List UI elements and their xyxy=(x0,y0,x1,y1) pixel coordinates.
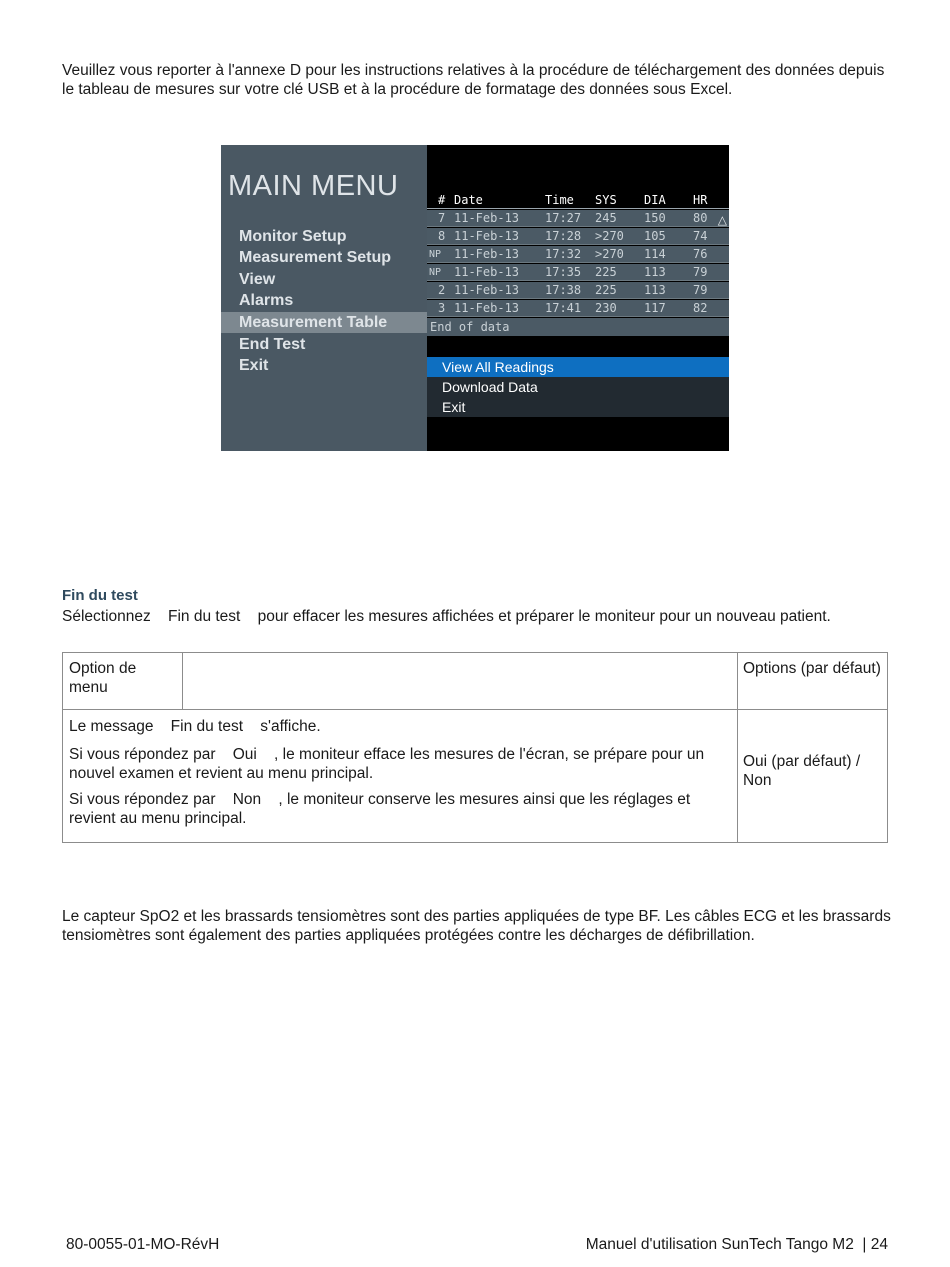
row-time: 17:35 xyxy=(545,265,582,279)
menu-item-alarms[interactable]: Alarms xyxy=(239,292,294,309)
scroll-up-icon[interactable]: △ xyxy=(717,213,727,227)
intro-paragraph: Veuillez vous reporter à l'annexe D pour les instructions relatives à la procédure de téléchargement des données depuis le tableau de mesures sur votre clé USB et à la procédure de formatage des données sous Excel. xyxy=(62,62,889,98)
row-time: 17:28 xyxy=(545,229,582,243)
row-number: 2 xyxy=(438,283,446,297)
menu-item-measurement-table[interactable]: Measurement Table xyxy=(221,312,427,333)
table-row[interactable] xyxy=(427,300,729,317)
row-dia: 113 xyxy=(644,265,666,279)
row-sys: 245 xyxy=(595,211,617,225)
table-row[interactable] xyxy=(427,228,729,245)
device-screenshot xyxy=(221,145,729,451)
row-hr: 82 xyxy=(693,301,708,315)
row-hr: 79 xyxy=(693,265,708,279)
row-date: 11-Feb-13 xyxy=(454,283,520,297)
table-text-line3: Si vous répondez par Non , le moniteur conserve les mesures ainsi que les réglages et revient au menu principal. xyxy=(69,791,695,827)
menu-item-view[interactable]: View xyxy=(239,271,276,288)
row-dia: 114 xyxy=(644,247,666,261)
col-date: Date xyxy=(454,193,483,207)
manual-title-page: Manuel d'utilisation SunTech Tango M2 | 24 xyxy=(585,1236,888,1253)
section-description: Sélectionnez Fin du test pour effacer les mesures affichées et préparer le moniteur pour un nouveau patient. xyxy=(62,608,831,625)
header-menu-option: Option de menu xyxy=(69,660,137,696)
row-time: 17:27 xyxy=(545,211,582,225)
table-divider xyxy=(737,653,738,842)
row-hr: 74 xyxy=(693,229,708,243)
col-sys: SYS xyxy=(595,193,617,207)
row-date: 11-Feb-13 xyxy=(454,211,520,225)
table-text-line2: Si vous répondez par Oui , le moniteur efface les mesures de l'écran, se prépare pour un nouvel examen et revient au menu principal. xyxy=(69,746,709,782)
row-date: 11-Feb-13 xyxy=(454,265,520,279)
table-text-line1: Le message Fin du test s'affiche. xyxy=(69,718,321,735)
row-sys: >270 xyxy=(595,247,624,261)
table-divider xyxy=(63,709,887,710)
measurement-table-panel xyxy=(427,145,729,451)
col-dia: DIA xyxy=(644,193,666,207)
row-dia: 113 xyxy=(644,283,666,297)
option-view-all-readings[interactable]: View All Readings xyxy=(427,357,729,377)
row-number: 7 xyxy=(438,211,446,225)
document-id: 80-0055-01-MO-RévH xyxy=(66,1236,220,1253)
row-sys: 225 xyxy=(595,265,617,279)
menu-item-end-test[interactable]: End Test xyxy=(239,336,306,353)
table-row[interactable] xyxy=(427,282,729,299)
row-time: 17:41 xyxy=(545,301,582,315)
row-time: 17:32 xyxy=(545,247,582,261)
options-table xyxy=(62,652,888,843)
menu-title: MAIN MENU xyxy=(228,170,399,202)
row-date: 11-Feb-13 xyxy=(454,229,520,243)
table-row[interactable] xyxy=(427,246,729,263)
row-dia: 150 xyxy=(644,211,666,225)
col-hr: HR xyxy=(693,193,708,207)
header-default-options: Options (par défaut) xyxy=(743,660,881,677)
option-exit[interactable]: Exit xyxy=(427,397,729,417)
default-options-value: Oui (par défaut) / Non xyxy=(743,753,861,789)
end-of-data-row: End of data xyxy=(427,318,729,336)
row-dia: 117 xyxy=(644,301,666,315)
menu-item-monitor-setup[interactable]: Monitor Setup xyxy=(239,228,347,245)
row-hr: 76 xyxy=(693,247,708,261)
row-date: 11-Feb-13 xyxy=(454,301,520,315)
col-number: # xyxy=(438,193,446,207)
menu-item-exit[interactable]: Exit xyxy=(239,357,269,374)
menu-item-measurement-setup[interactable]: Measurement Setup xyxy=(239,249,392,266)
row-number: NP xyxy=(429,267,442,278)
row-hr: 80 xyxy=(693,211,708,225)
table-divider xyxy=(182,653,183,709)
row-dia: 105 xyxy=(644,229,666,243)
row-number: 3 xyxy=(438,301,446,315)
footer-paragraph: Le capteur SpO2 et les brassards tensiomètres sont des parties appliquées de type BF. Les câbles ECG et les brassards tensiomètres sont également des parties appliquées protégées contre les décharges de défibrillation. xyxy=(62,908,891,944)
table-header xyxy=(427,192,729,209)
row-sys: 225 xyxy=(595,283,617,297)
option-download-data[interactable]: Download Data xyxy=(427,377,729,397)
row-hr: 79 xyxy=(693,283,708,297)
row-date: 11-Feb-13 xyxy=(454,247,520,261)
col-time: Time xyxy=(545,193,574,207)
main-menu-panel xyxy=(221,145,427,451)
section-title: Fin du test xyxy=(62,587,138,604)
row-number: 8 xyxy=(438,229,446,243)
row-sys: 230 xyxy=(595,301,617,315)
row-sys: >270 xyxy=(595,229,624,243)
row-number: NP xyxy=(429,249,442,260)
table-row[interactable] xyxy=(427,210,729,227)
table-row[interactable] xyxy=(427,264,729,281)
row-time: 17:38 xyxy=(545,283,582,297)
